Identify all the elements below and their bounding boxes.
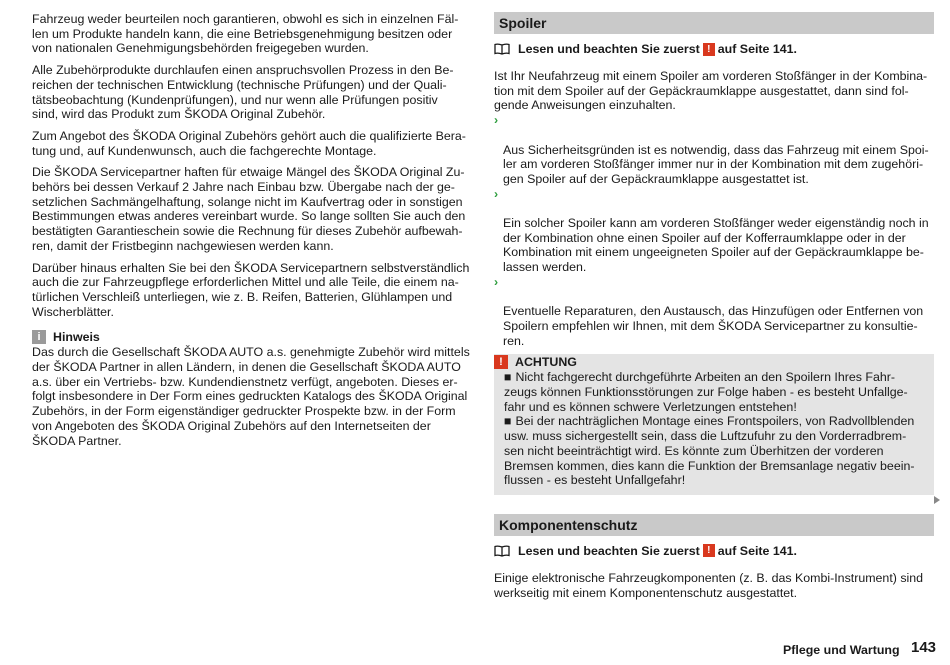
caution-item xyxy=(500,370,928,414)
list-item-text: Ein solcher Spoiler kann am vorderen Stoßfänger weder eigenständig noch in der Kombination ohne einen Spoiler auf der Kofferraumklappe oder in der Kombination mit einem ungeeigneten Spoiler auf der Gepäckraumklappe be- lassen werden. xyxy=(503,216,929,275)
warning-icon: ! xyxy=(703,43,715,56)
note-body: Das durch die Gesellschaft ŠKODA AUTO a.s. genehmigte Zubehör wird mittels der ŠKODA Partner in allen Ländern, in denen die Gesellschaft ŠKODA AUTO a.s. über ein Vertriebs- bzw. Kundendienstnetz verfügt, angeboten. Dieses er- folgt insbesondere in Der Form eines gedruckten Katalogs des ŠKODA Original Zubehörs, in der Form eigenständiger gedruckter Prospekte bzw. in der Form von Angeboten des ŠKODA Original Zubehörs auf den Internetseiten der ŠKODA Partner. xyxy=(32,345,470,448)
next-page-arrow-icon[interactable] xyxy=(934,496,940,504)
list-item xyxy=(494,275,934,349)
chevron-right-icon: › xyxy=(494,274,499,289)
paragraph: Die ŠKODA Servicepartner haften für etwaige Mängel des ŠKODA Original Zu- behörs bei dessen Verkauf 2 Jahre nach Einbau bzw. Übergabe nach der ge- setzlichen Sachmängelhaftung, solange nicht im Kaufvertrag oder in sonstigen Bestimmungen etwas anderes vereinbart wurde. So lange sollten Sie auch den bestätigten Garantieschein sowie die Rechnung für dieses Zubehör aufbewah- ren, damit der Fristbeginn nachgewiesen werden kann. xyxy=(32,165,466,253)
square-bullet-icon: ■ xyxy=(504,414,512,429)
page-reference-link[interactable]: auf Seite 141. xyxy=(717,543,797,558)
spoiler-section xyxy=(494,12,934,495)
page-reference-link[interactable]: auf Seite 141. xyxy=(717,41,797,56)
read-first-text: Lesen und beachten Sie zuerst xyxy=(518,543,700,558)
paragraph: Zum Angebot des ŠKODA Original Zubehörs gehört auch die qualifizierte Bera- tung und, auf Kundenwunsch, auch die fachgerechte Montage. xyxy=(32,128,466,158)
footer-section-title: Pflege und Wartung xyxy=(783,643,900,657)
note-box xyxy=(32,329,470,448)
read-first-reference xyxy=(494,543,934,559)
section-intro: Einige elektronische Fahrzeugkomponenten (z. B. das Kombi-Instrument) sind werkseitig mit einem Komponentenschutz ausgestattet. xyxy=(494,570,924,600)
caution-item-text: Bei der nachträglichen Montage eines Frontspoilers, von Radvollblenden usw. muss sichergestellt sein, dass die Luftzufuhr zu den Vorderradbrem- sen nicht beeinträchtigt wird. Es könnte zum Überhitzen der vorderen Bremsen kommen, dies kann die Funktion der Bremsanlage negativ beein- flussen - es besteht Unfallgefahr! xyxy=(504,414,915,488)
warning-icon: ! xyxy=(703,544,715,557)
list-item xyxy=(494,113,934,187)
square-bullet-icon: ■ xyxy=(504,370,512,385)
caution-box xyxy=(494,354,934,495)
list-item-text: Aus Sicherheitsgründen ist es notwendig, dass das Fahrzeug mit einem Spoi- ler am vorderen Stoßfänger immer nur in der Kombination mit dem zugehöri- gen Spoiler auf der Gepäckraumklappe ausgestattet ist. xyxy=(503,142,929,186)
book-icon xyxy=(494,545,510,557)
read-first-text: Lesen und beachten Sie zuerst xyxy=(518,41,700,56)
section-heading: Komponentenschutz xyxy=(494,514,934,536)
chevron-right-icon: › xyxy=(494,186,499,201)
right-column xyxy=(494,12,934,600)
left-column xyxy=(32,12,470,448)
note-header xyxy=(32,329,470,344)
section-intro: Ist Ihr Neufahrzeug mit einem Spoiler am vorderen Stoßfänger in der Kombina- tion mit dem Spoiler auf der Gepäckraumklappe ausgestattet, dann sind fol- gende Anweisungen einzuhalten. xyxy=(494,69,928,113)
caution-item xyxy=(500,414,928,488)
read-first-reference xyxy=(494,41,934,57)
warning-icon: ! xyxy=(494,355,508,369)
caution-title: ACHTUNG xyxy=(515,355,577,369)
note-title: Hinweis xyxy=(53,329,100,344)
page-number: 143 xyxy=(911,639,937,656)
book-icon xyxy=(494,43,510,55)
list-item xyxy=(494,187,934,275)
paragraph: Alle Zubehörprodukte durchlaufen einen anspruchsvollen Prozess in den Be- reichen der technischen Entwicklung (technische Prüfungen) und der Quali- tätsbeobachtung (Kundenprüfungen), und nur wenn alle Prüfungen positiv sind, wird das Produkt zum ŠKODA Original Zubehör. xyxy=(32,63,454,122)
paragraph: Darüber hinaus erhalten Sie bei den ŠKODA Servicepartnern selbstverständlich auch die zur Fahrzeugpflege erforderlichen Mittel und alle Teile, die einem na- türlichen Verschleiß unterliegen, wie z. B. Reifen, Batterien, Glühlampen und Wischerblätter. xyxy=(32,260,470,319)
chevron-right-icon: › xyxy=(494,113,499,128)
paragraph: Fahrzeug weder beurteilen noch garantieren, obwohl es sich in einzelnen Fäl- len um Produkte handeln kann, die eine Betriebsgenehmigung besitzen oder von nationalen Genehmigungsbehörden freigegeben wurden. xyxy=(32,12,459,56)
section-heading: Spoiler xyxy=(494,12,934,34)
info-icon: i xyxy=(32,330,46,344)
komponentenschutz-section xyxy=(494,514,934,600)
list-item-text: Eventuelle Reparaturen, den Austausch, das Hinzufügen oder Entfernen von Spoilern empfehlen wir Ihnen, mit dem ŠKODA Servicepartner zu konsultie- ren. xyxy=(503,304,924,348)
caution-item-text: Nicht fachgerecht durchgeführte Arbeiten an den Spoilern Ihres Fahr- zeugs können Funktionsstörungen zur Folge haben - es besteht Unfallge- fahr und es können schwere Verletzungen entstehen! xyxy=(504,370,908,414)
caution-header xyxy=(494,354,928,370)
